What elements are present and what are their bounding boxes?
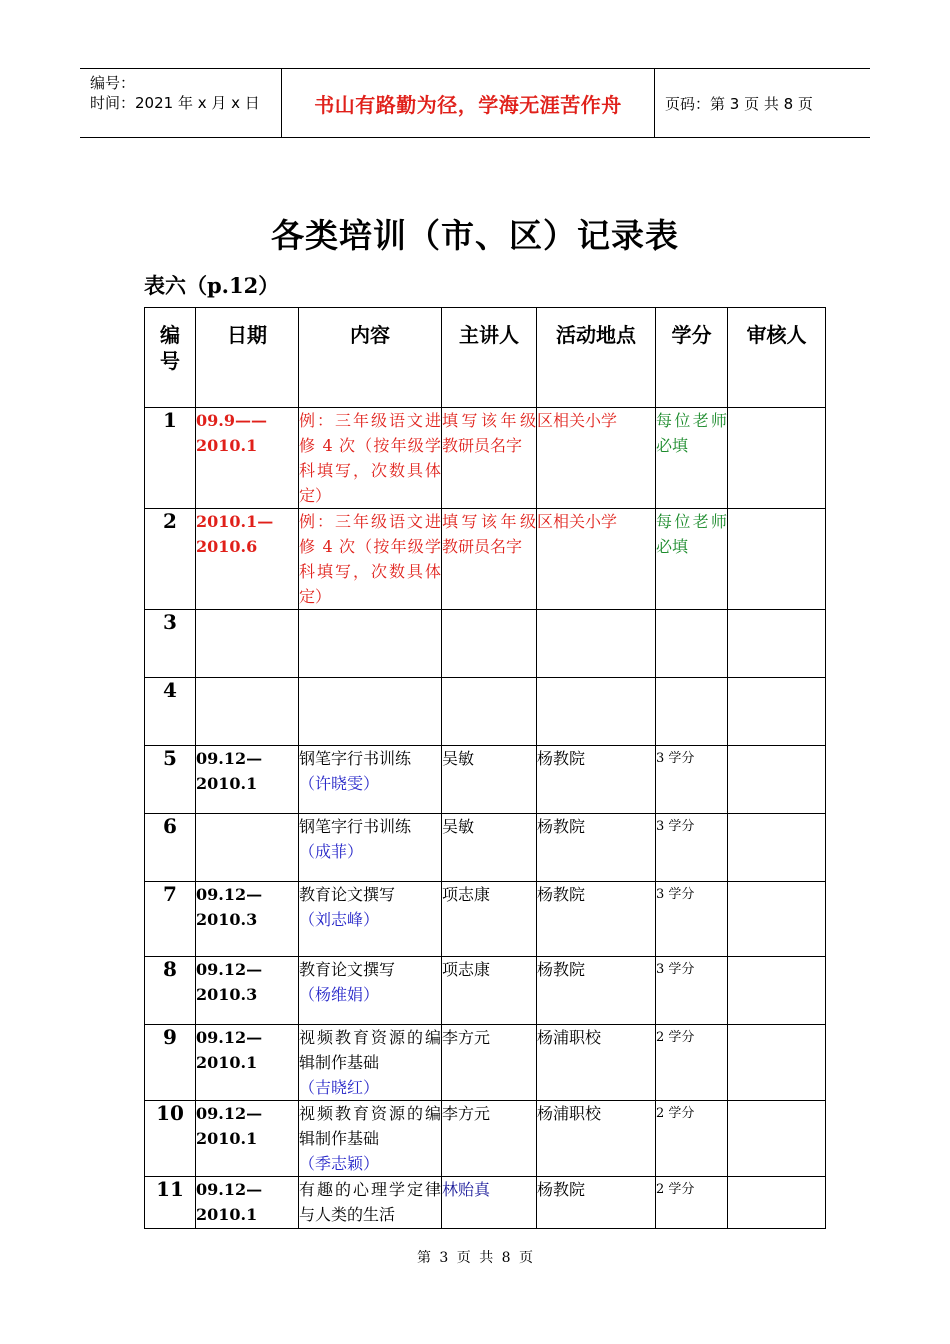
row-location: 杨教院: [537, 957, 656, 1025]
row-number: 3: [145, 610, 196, 678]
row-location: [537, 610, 656, 678]
row-content-text: 视频教育资源的编辑制作基础: [299, 1028, 441, 1072]
row-content-text: 钢笔字行书训练: [299, 749, 412, 768]
row-credit: 3 学分: [656, 746, 728, 814]
table-row: [145, 509, 826, 610]
row-number: 5: [145, 746, 196, 814]
row-number: 9: [145, 1025, 196, 1101]
row-person: （杨维娟）: [299, 985, 380, 1004]
page-footer: 第 3 页 共 8 页: [416, 1250, 534, 1266]
row-number: 1: [145, 408, 196, 509]
row-content: [299, 746, 442, 814]
row-number: 4: [145, 678, 196, 746]
row-location: 杨教院: [537, 746, 656, 814]
row-content: [299, 882, 442, 957]
row-speaker: [442, 610, 537, 678]
row-number: 7: [145, 882, 196, 957]
table-row: [145, 1025, 826, 1101]
table-row: [145, 408, 826, 509]
header-number-label: 编号：: [90, 74, 136, 92]
row-date: 09.12—2010.3: [196, 882, 299, 957]
row-content-text: 钢笔字行书训练: [299, 817, 412, 836]
row-date: [196, 814, 299, 882]
row-person: （刘志峰）: [299, 910, 380, 929]
row-speaker: 项志康: [442, 957, 537, 1025]
row-reviewer: [728, 1101, 826, 1177]
row-content-text: 教育论文撰写: [299, 960, 396, 979]
row-speaker: 项志康: [442, 882, 537, 957]
row-content: [299, 678, 442, 746]
document-header: [80, 68, 870, 138]
table-row: [145, 746, 826, 814]
row-reviewer: [728, 610, 826, 678]
header-content: 内容: [299, 308, 442, 408]
row-content: 例：三年级语文进修 4 次（按年级学科填写，次数具体定）: [299, 509, 442, 610]
row-number: 11: [145, 1177, 196, 1229]
header-time-label: 时间：2021 年 x 月 x 日: [90, 94, 260, 112]
header-reviewer: 审核人: [728, 308, 826, 408]
table-row: [145, 678, 826, 746]
row-speaker: 李方元: [442, 1025, 537, 1101]
header-page-label: 页码：第 3 页 共 8 页: [665, 94, 813, 113]
row-speaker: [442, 678, 537, 746]
row-date: 09.9——2010.1: [196, 408, 299, 509]
row-reviewer: [728, 882, 826, 957]
row-number: 10: [145, 1101, 196, 1177]
row-content: [299, 957, 442, 1025]
row-location: 杨浦职校: [537, 1101, 656, 1177]
row-credit: 2 学分: [656, 1101, 728, 1177]
row-credit: [656, 678, 728, 746]
row-location: 杨教院: [537, 1177, 656, 1229]
row-content: [299, 610, 442, 678]
row-location: 杨浦职校: [537, 1025, 656, 1101]
row-content: [299, 1101, 442, 1177]
row-person: （成菲）: [299, 842, 364, 861]
header-location: 活动地点: [537, 308, 656, 408]
row-speaker: 李方元: [442, 1101, 537, 1177]
row-location: [537, 678, 656, 746]
row-number: 2: [145, 509, 196, 610]
row-location: 区相关小学: [537, 509, 656, 610]
row-credit: 3 学分: [656, 814, 728, 882]
page-title: 各类培训（市、区）记录表: [271, 216, 679, 255]
row-person: （吉晓红）: [299, 1078, 380, 1097]
row-speaker: 林贻真: [442, 1177, 537, 1229]
row-content-text: 教育论文撰写: [299, 885, 396, 904]
row-reviewer: [728, 957, 826, 1025]
header-number-2: 号: [160, 349, 180, 373]
row-person: （许晓雯）: [299, 774, 380, 793]
row-speaker: 吴敏: [442, 746, 537, 814]
row-content: [299, 1025, 442, 1101]
row-reviewer: [728, 1025, 826, 1101]
row-date: 2010.1—2010.6: [196, 509, 299, 610]
table-row: [145, 1101, 826, 1177]
row-reviewer: [728, 509, 826, 610]
row-reviewer: [728, 408, 826, 509]
header-meta: [80, 69, 282, 137]
row-reviewer: [728, 814, 826, 882]
row-date: [196, 678, 299, 746]
table-header-row: [145, 308, 826, 408]
header-credit: 学分: [656, 308, 728, 408]
row-credit: 2 学分: [656, 1025, 728, 1101]
row-location: 杨教院: [537, 882, 656, 957]
table-row: [145, 1177, 826, 1229]
row-content: 例：三年级语文进修 4 次（按年级学科填写，次数具体定）: [299, 408, 442, 509]
table-row: [145, 957, 826, 1025]
row-number: 6: [145, 814, 196, 882]
row-number: 8: [145, 957, 196, 1025]
table-subtitle: 表六（p.12）: [144, 273, 280, 298]
table-row: [145, 814, 826, 882]
row-location: 杨教院: [537, 814, 656, 882]
row-date: 09.12—2010.1: [196, 1177, 299, 1229]
row-date: 09.12—2010.3: [196, 957, 299, 1025]
row-content: 有趣的心理学定律与人类的生活: [299, 1177, 442, 1229]
header-date: 日期: [196, 308, 299, 408]
table-row: [145, 610, 826, 678]
header-number: [145, 308, 196, 408]
row-person: （季志颖）: [299, 1154, 380, 1173]
header-number-1: 编: [160, 323, 180, 347]
row-reviewer: [728, 678, 826, 746]
row-credit: [656, 610, 728, 678]
row-content-text: 视频教育资源的编辑制作基础: [299, 1104, 441, 1148]
row-date: [196, 610, 299, 678]
row-credit: 3 学分: [656, 957, 728, 1025]
row-speaker: 填写该年级教研员名字: [442, 408, 537, 509]
row-date: 09.12—2010.1: [196, 746, 299, 814]
row-date: 09.12—2010.1: [196, 1101, 299, 1177]
row-credit: 3 学分: [656, 882, 728, 957]
row-reviewer: [728, 1177, 826, 1229]
header-speaker: 主讲人: [442, 308, 537, 408]
row-credit: 每位老师必填: [656, 509, 728, 610]
row-content: [299, 814, 442, 882]
row-reviewer: [728, 746, 826, 814]
row-location: 区相关小学: [537, 408, 656, 509]
row-date: 09.12—2010.1: [196, 1025, 299, 1101]
header-motto: 书山有路勤为径，学海无涯苦作舟: [282, 69, 655, 137]
training-record-table: [144, 307, 826, 1229]
row-credit: 2 学分: [656, 1177, 728, 1229]
row-credit: 每位老师必填: [656, 408, 728, 509]
row-speaker: 吴敏: [442, 814, 537, 882]
row-speaker: 填写该年级教研员名字: [442, 509, 537, 610]
table-row: [145, 882, 826, 957]
